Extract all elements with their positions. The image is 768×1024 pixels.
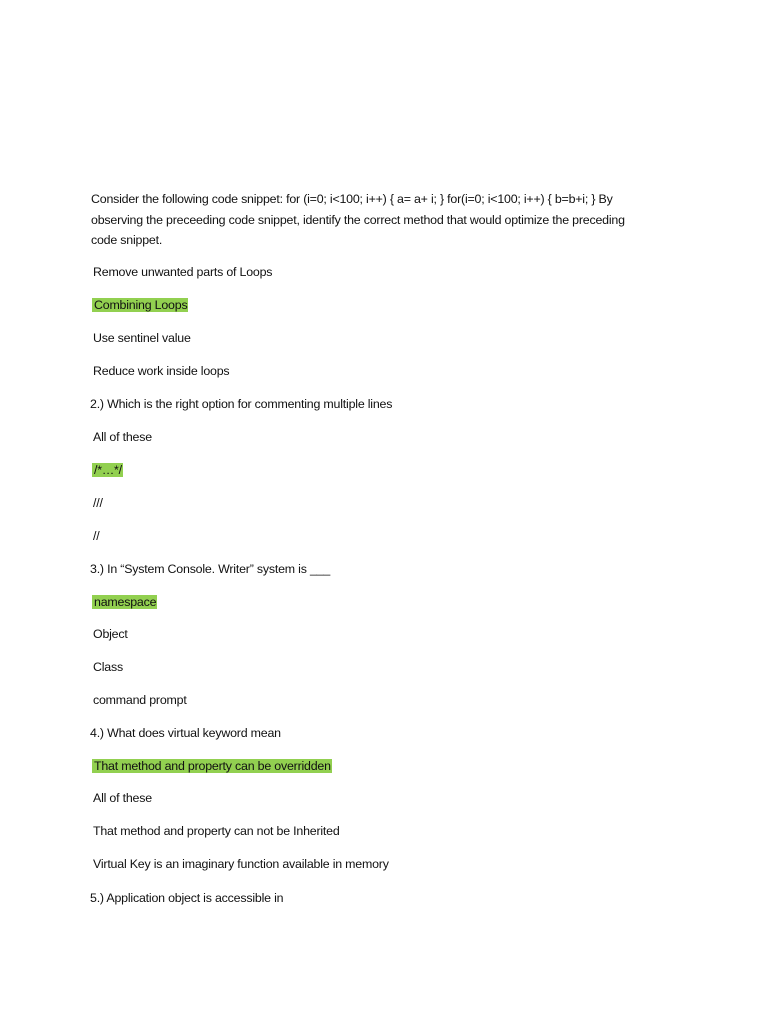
question-1-text [91,189,681,251]
q2-option-3: /// [93,496,103,510]
q2-option-2-answer [93,462,123,479]
q4-option-2: All of these [93,791,152,805]
answer-highlight: namespace [94,595,157,609]
q4-option-4: Virtual Key is an imaginary function available in memory [93,857,389,871]
q4-option-3: That method and property can not be Inherited [93,824,340,838]
q3-option-3: Class [93,660,123,674]
answer-highlight: Combining Loops [94,298,188,312]
q2-option-4: // [93,529,100,543]
q1-option-3: Use sentinel value [93,331,191,345]
question-5: 5.) Application object is accessible in [90,891,284,905]
q1-option-4: Reduce work inside loops [93,364,230,378]
q4-option-1-answer [93,758,332,775]
q3-option-4: command prompt [93,693,187,707]
answer-highlight: That method and property can be overridden [94,759,331,773]
q2-option-1: All of these [93,430,152,444]
q1-option-1: Remove unwanted parts of Loops [93,265,273,279]
q1-option-2-answer [93,297,188,314]
question-3: 3.) In “System Console. Writer” system is ___ [90,562,331,576]
question-2: 2.) Which is the right option for commenting multiple lines [90,397,393,411]
question-4: 4.) What does virtual keyword mean [90,726,281,740]
q3-option-2: Object [93,627,128,641]
q3-option-1-answer [93,594,157,611]
answer-highlight: /*…*/ [94,463,122,477]
question-1-line-3: code snippet. [91,233,163,247]
question-1-line-1: Consider the following code snippet: for (i=0; i<100; i++) { a= a+ i; } for(i=0; i<100; i++) { b=b+i; } By [91,192,613,206]
question-1-line-2: observing the preceeding code snippet, identify the correct method that would optimize the preceding [91,212,625,227]
